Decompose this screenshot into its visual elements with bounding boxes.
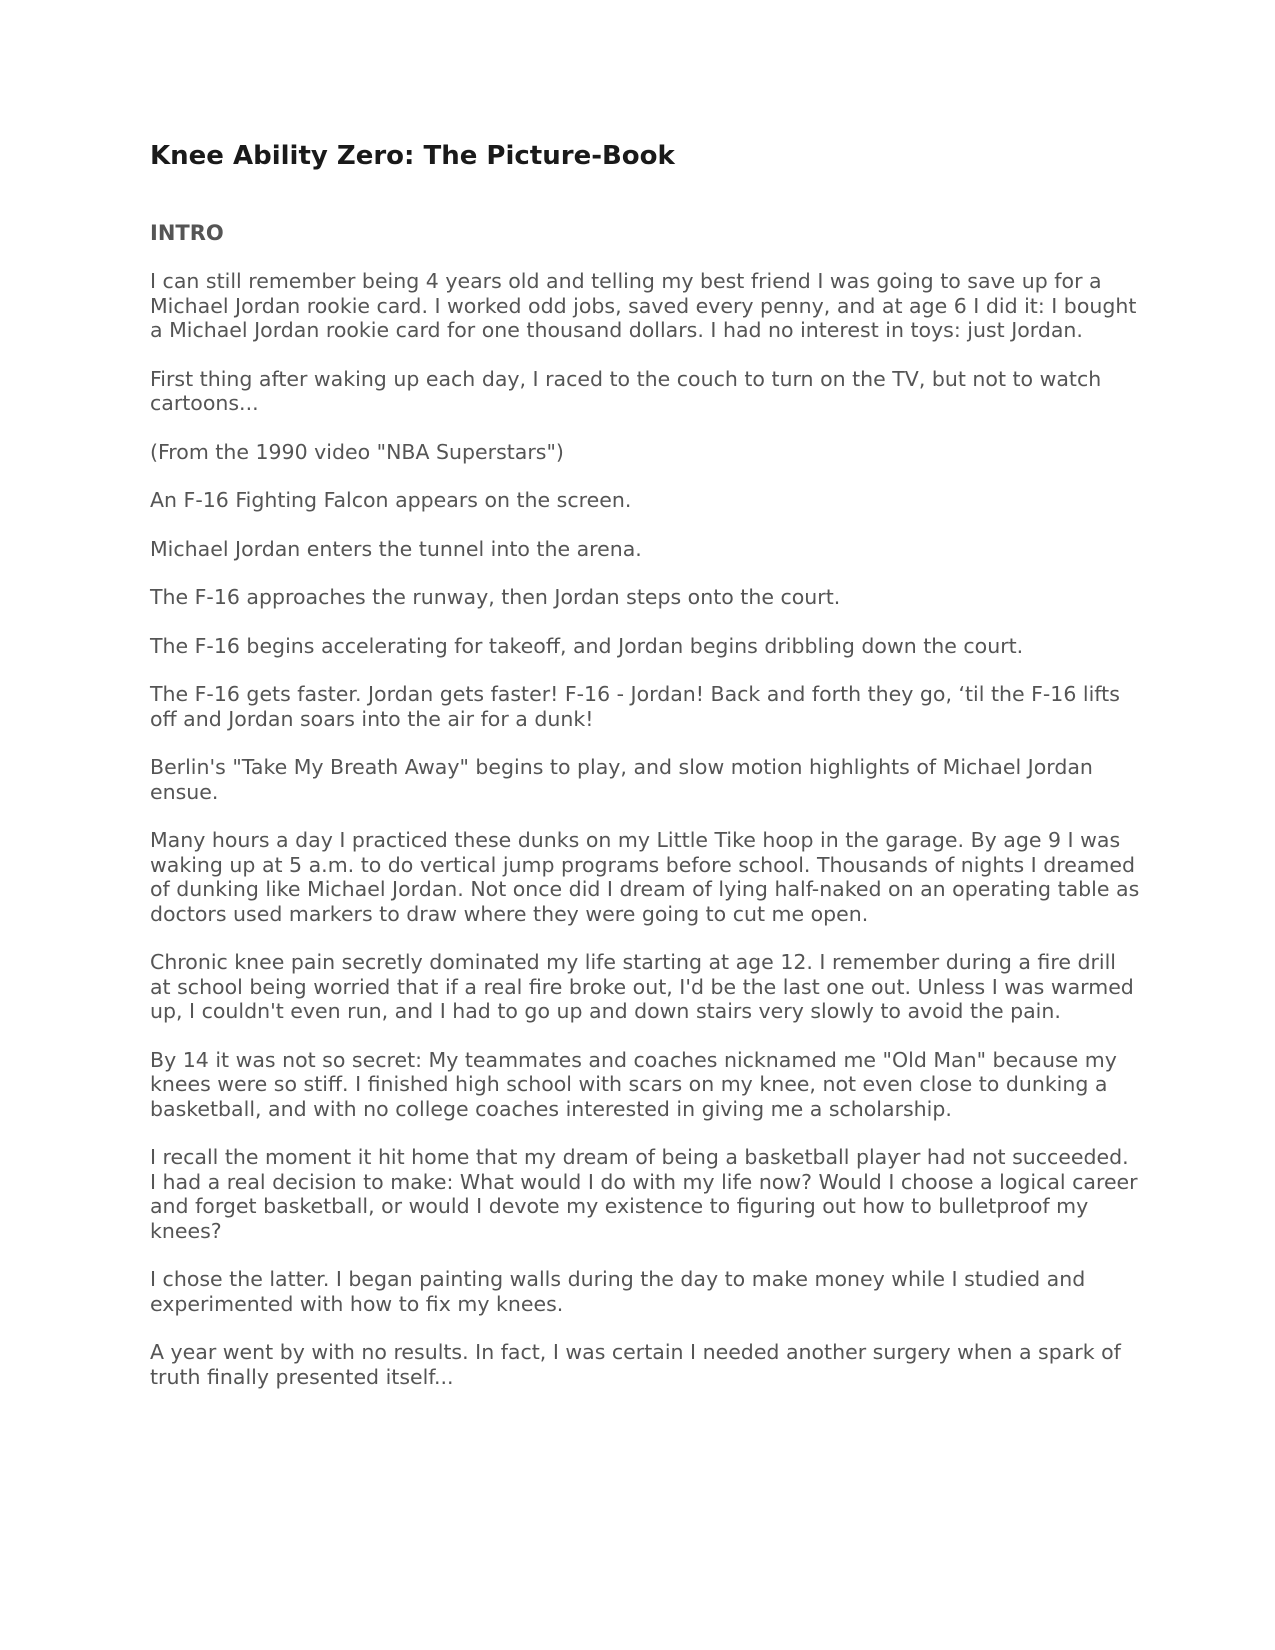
paragraph: I can still remember being 4 years old and telling my best friend I was going to save up for a Michael Jordan rookie card. I worked odd jobs, saved every penny, and at age 6 I did it: I bought a Michael Jordan rookie card for one thousand dollars. I had no interest in toys: just Jordan. xyxy=(150,269,1137,343)
paragraph: The F-16 begins accelerating for takeoff, and Jordan begins dribbling down the court. xyxy=(150,633,1024,658)
paragraph: Many hours a day I practiced these dunks on my Little Tike hoop in the garage. By age 9 I was waking up at 5 a.m. to do vertical jump programs before school. Thousands of nights I dreamed of dunking like Michael Jordan. Not once did I dream of lying half-naked on an operating table as doctors used markers to draw where they were going to cut me open. xyxy=(150,828,1140,926)
paragraph: Michael Jordan enters the tunnel into the arena. xyxy=(150,536,642,561)
paragraph: Chronic knee pain secretly dominated my life starting at age 12. I remember during a fire drill at school being worried that if a real fire broke out, I'd be the last one out. Unless I was warmed up, I couldn't even run, and I had to go up and down stairs very slowly to avoid the pain. xyxy=(150,950,1134,1024)
paragraph: I chose the latter. I began painting walls during the day to make money while I studied and experimented with how to fix my knees. xyxy=(150,1267,1086,1316)
document-title: Knee Ability Zero: The Picture-Book xyxy=(150,141,675,171)
paragraph: First thing after waking up each day, I raced to the couch to turn on the TV, but not to watch cartoons... xyxy=(150,366,1102,416)
paragraph: Berlin's "Take My Breath Away" begins to play, and slow motion highlights of Michael Jordan ensue. xyxy=(150,755,1093,804)
section-heading: INTRO xyxy=(150,220,224,245)
paragraph: An F-16 Fighting Falcon appears on the screen. xyxy=(150,488,632,513)
paragraph: A year went by with no results. In fact, I was certain I needed another surgery when a spark of truth finally presented itself... xyxy=(150,1340,1121,1389)
document-page xyxy=(150,140,1140,1413)
paragraph: (From the 1990 video "NBA Superstars") xyxy=(150,439,564,464)
paragraph: The F-16 gets faster. Jordan gets faster! F-16 - Jordan! Back and forth they go, ‘til the F-16 lifts off and Jordan soars into the air for a dunk! xyxy=(150,682,1120,731)
paragraph: The F-16 approaches the runway, then Jordan steps onto the court. xyxy=(150,585,841,610)
paragraph: By 14 it was not so secret: My teammates and coaches nicknamed me "Old Man" because my knees were so stiff. I finished high school with scars on my knee, not even close to dunking a basketball, and with no college coaches interested in giving me a scholarship. xyxy=(150,1047,1117,1121)
body-text xyxy=(150,269,1140,1389)
paragraph: I recall the moment it hit home that my dream of being a basketball player had not succeeded. I had a real decision to make: What would I do with my life now? Would I choose a logical career and forget basketball, or would I devote my existence to figuring out how to bulletproof my knees? xyxy=(150,1145,1138,1243)
